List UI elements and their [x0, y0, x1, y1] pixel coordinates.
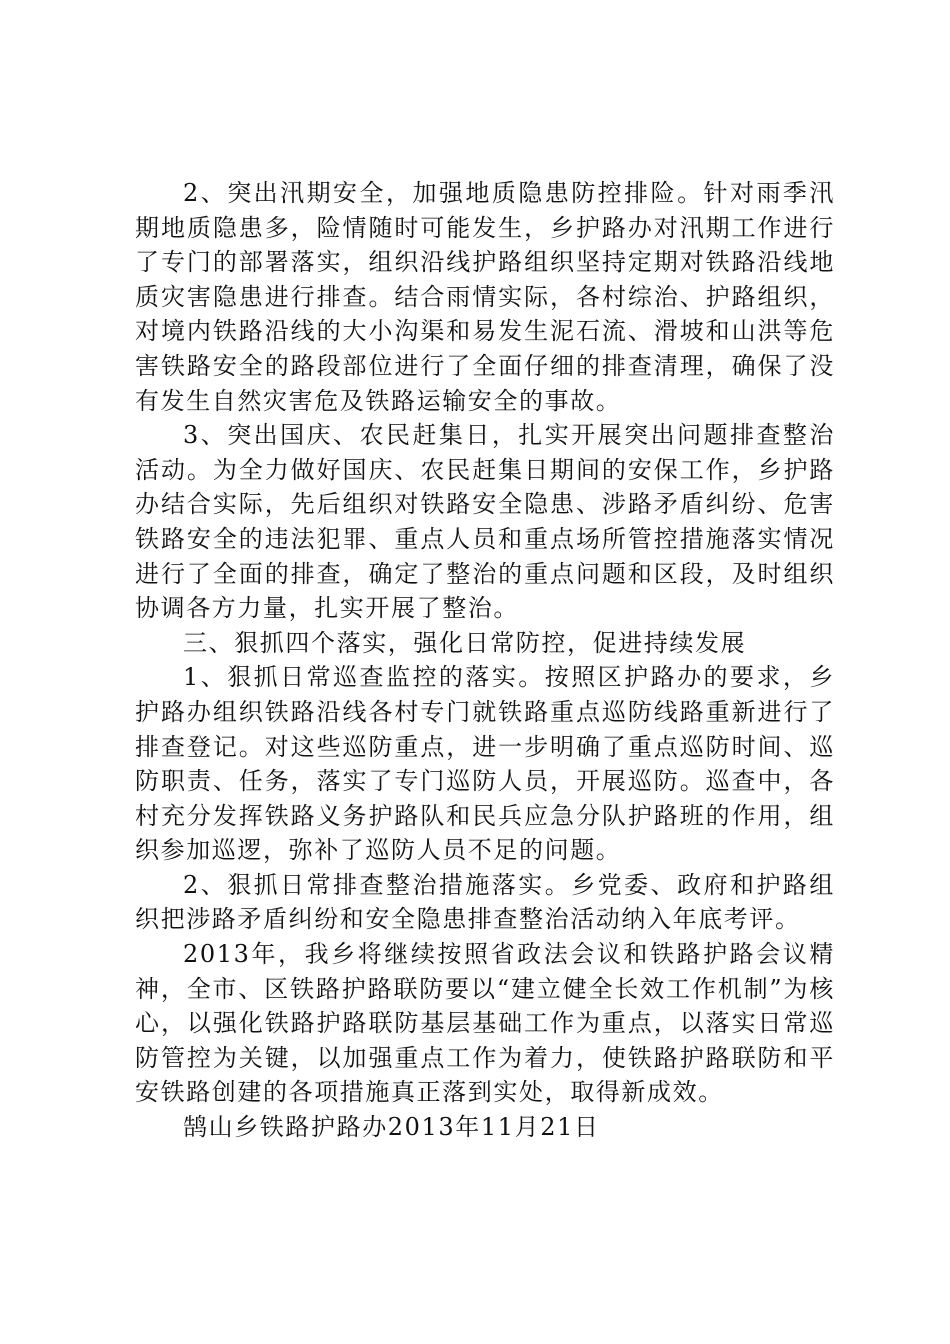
document-body [135, 176, 835, 1145]
paragraph-daily-patrol: 1、狠抓日常巡查监控的落实。按照区护路办的要求，乡护路办组织铁路沿线各村专门就铁路重点巡防线路重新进行了排查登记。对这些巡防重点，进一步明确了重点巡防时间、巡防职责、任务，落实了专门巡防人员，开展巡防。巡查中，各村充分发挥铁路义务护路队和民兵应急分队护路班的作用，组织参加巡逻，弥补了巡防人员不足的问题。 [135, 663, 835, 865]
paragraph-national-day: 3、突出国庆、农民赶集日，扎实开展突出问题排查整治活动。为全力做好国庆、农民赶集日期间的安保工作，乡护路办结合实际，先后组织对铁路安全隐患、涉路矛盾纠纷、危害铁路安全的违法犯罪、重点人员和重点场所管控措施落实情况进行了全面的排查，确定了整治的重点问题和区段，及时组织协调各方力量，扎实开展了整治。 [135, 421, 835, 623]
paragraph-2013-plan: 2013年，我乡将继续按照省政法会议和铁路护路会议精神，全市、区铁路护路联防要以“建立健全长效工作机制”为核心，以强化铁路护路联防基层基础工作为重点，以落实日常巡防管控为关键，以加强重点工作为着力，使铁路护路联防和平安铁路创建的各项措施真正落到实处，取得新成效。 [135, 940, 835, 1107]
paragraph-daily-inspection: 2、狠抓日常排查整治措施落实。乡党委、政府和护路组织把涉路矛盾纠纷和安全隐患排查整治活动纳入年底考评。 [135, 870, 835, 934]
signature-line: 鹄山乡铁路护路办2013年11月21日 [183, 1113, 600, 1142]
section-heading-four-implementations: 三、狠抓四个落实，强化日常防控，促进持续发展 [183, 628, 747, 657]
paragraph-flood-safety: 2、突出汛期安全，加强地质隐患防控排险。针对雨季汛期地质隐患多，险情随时可能发生，乡护路办对汛期工作进行了专门的部署落实，组织沿线护路组织坚持定期对铁路沿线地质灾害隐患进行排查。结合雨情实际，各村综治、护路组织，对境内铁路沿线的大小沟渠和易发生泥石流、滑坡和山洪等危害铁路安全的路段部位进行了全面仔细的排查清理，确保了没有发生自然灾害危及铁路运输安全的事故。 [135, 179, 835, 415]
